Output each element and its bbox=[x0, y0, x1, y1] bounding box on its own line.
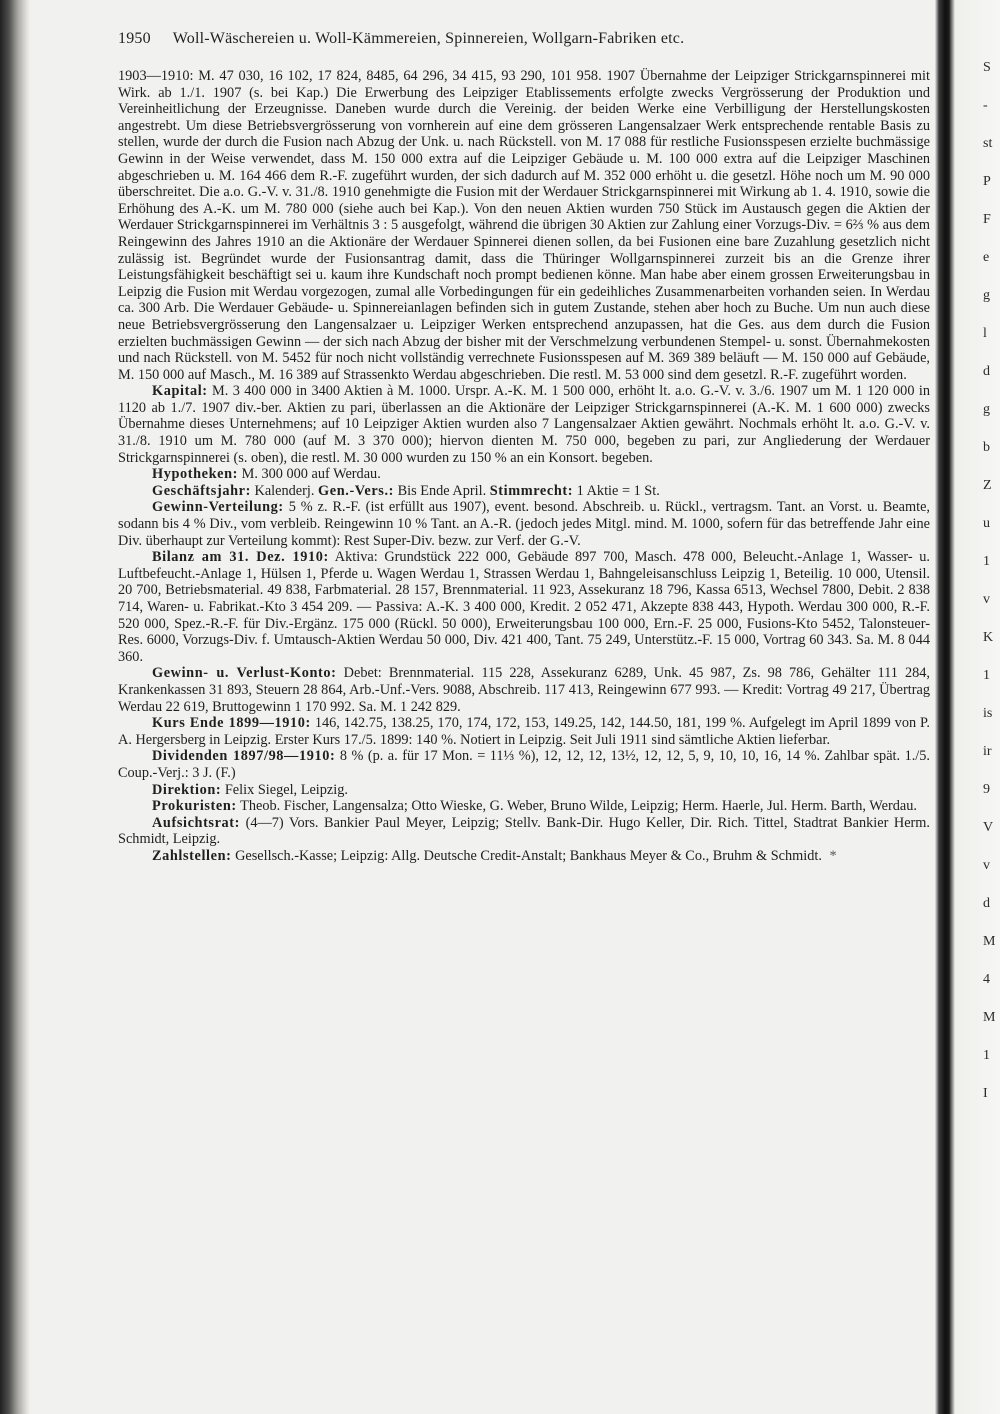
margin-letter: 1 bbox=[983, 554, 990, 569]
margin-letter: 1 bbox=[983, 1048, 990, 1063]
margin-letter: K bbox=[983, 630, 994, 645]
margin-letter: Z bbox=[983, 478, 992, 493]
running-header bbox=[118, 30, 930, 48]
margin-letter: d bbox=[983, 896, 990, 911]
section-label: Prokuristen: bbox=[152, 798, 237, 815]
section-kurs bbox=[118, 715, 930, 748]
section-text-stimmrecht: 1 Aktie = 1 St. bbox=[576, 482, 660, 499]
section-text: Felix Siegel, Leipzig. bbox=[224, 781, 348, 798]
scan-binding-shadow-left bbox=[0, 0, 30, 1414]
section-text: (4—7) Vors. Bankier Paul Meyer, Leipzig; Stellv. Bank-Dir. Hugo Keller, Dir. Rich. Tittel, Stadtrat Bankier Herm. Schmidt, Leipzig. bbox=[118, 814, 930, 848]
section-text: Theob. Fischer, Langensalza; Otto Wieske, G. Weber, Bruno Wilde, Leipzig; Herm. Haerle, Jul. Herm. Barth, Werdau. bbox=[240, 798, 917, 815]
section-label: Zahlstellen: bbox=[152, 847, 232, 864]
margin-letter: e bbox=[983, 250, 990, 265]
section-text: Gesellsch.-Kasse; Leipzig: Allg. Deutsche Credit-Anstalt; Bankhaus Meyer & Co., Bruhm & Schmidt. bbox=[235, 847, 822, 864]
section-text: 8 % (p. a. für 17 Mon. = 11⅓ %), 12, 12, 12, 13½, 12, 12, 5, 9, 10, 10, 16, 14 %. Zahlbar spät. 1./5. Coup.-Verj.: 3 J. (F.) bbox=[118, 748, 930, 781]
section-text: Aktiva: Grundstück 222 000, Gebäude 897 700, Masch. 478 000, Beleucht.-Anlage 1, Wasser- u. Luftbefeucht.-Anlage 1, Hülsen 1, Pferde u. Wagen Werdau 1, Strassen Werdau 1, Bahngeleisanschluss Leipzig 1, Beteilig. 10 000, Utensil. 20 700, Betriebsmaterial. 49 838, Farbmaterial. 28 157, Brennmaterial. 11 923, Assekuranz 18 796, Kassa 6513, Wechsel 7800, Debit. 2 838 714, Waren- u. Fabrikat.-Kto 3 454 209. — Passiva: A.-K. 3 400 000, Kredit. 2 052 471, Akzepte 838 443, Hypoth. Werdau 300 000, R.-F. 520 000, Spez.-R.-F. für Div.-Ergänz. 175 000 (Rückl. 50 000), Erweiterungsbau 100 000, Ern.-F. 25 000, Fusions-Kto 5452, Talonsteuer-Res. 6000, Vorzugs-Div. f. Umtausch-Aktien Werdau 50 000, Div. 421 400, Tant. 75 249, Unterstütz.-F. 15 000, Vortrag 60 343. Sa. M. 8 044 360. bbox=[118, 549, 930, 665]
margin-letter: ir bbox=[983, 744, 992, 759]
section-label: Kapital: bbox=[152, 383, 208, 400]
margin-letter: v bbox=[983, 858, 990, 873]
section-text: 146, 142.75, 138.25, 170, 174, 172, 153, 149.25, 142, 144.50, 181, 199 %. Aufgelegt im April 1899 von P. A. Hergersberg in Leipzig. Erster Kurs 17./5. 1899: 140 %. Notiert in Leipzig. Seit Juli 1911 sind sämtliche Aktien lieferbar. bbox=[118, 715, 930, 748]
article-body bbox=[118, 68, 930, 865]
margin-letter: P bbox=[983, 174, 991, 189]
section-prokuristen bbox=[118, 798, 930, 815]
margin-letter: v bbox=[983, 592, 990, 607]
margin-letter: M bbox=[983, 1010, 996, 1025]
section-label-gen-vers: Gen.-Vers.: bbox=[318, 482, 395, 499]
margin-letter: d bbox=[983, 364, 990, 379]
margin-letter: b bbox=[983, 440, 990, 455]
page-number: 1950 bbox=[118, 30, 151, 47]
adjacent-page-fragment bbox=[983, 60, 1000, 1160]
margin-letter: is bbox=[983, 706, 993, 721]
margin-letter: l bbox=[983, 326, 987, 341]
section-text: 5 % z. R.-F. (ist erfüllt aus 1907), event. besond. Abschreib. u. Rückl., vertragsm. Tant. an Vorst. u. Beamte, sodann bis 4 % Div., vom verbleib. Reingewinn 10 % Tant. an A.-R. (jedoch jedes Mitgl. mind. M. 1000, sofern für das betreffende Jahr eine Div. überhaupt zur Verteilung kommt): Rest Super-Div. bezw. zur Verf. der G.-V. bbox=[118, 499, 931, 549]
section-kapital bbox=[118, 383, 930, 466]
section-label: Gewinn-Verteilung: bbox=[152, 499, 284, 516]
margin-letter: 4 bbox=[983, 972, 990, 987]
section-text: M. 3 400 000 in 3400 Aktien à M. 1000. Urspr. A.-K. M. 1 500 000, erhöht lt. a.o. G.-V. v. 3./6. 1907 um M. 1 120 000 in 1120 ab 1./7. 1907 div.-ber. Aktien zu pari, überlassen an die Aktionäre der Leipziger Strickgarnspinnerei (A.-K. M. 1 600 000) zwecks Übernahme dieses Unternehmens; auf 10 Leipziger Aktien wurden also 7 Langensalzaer Aktien gewährt. Nochmals erhöht lt. a.o. G.-V. v. 31./8. 1910 um M. 780 000 (auf M. 3 370 000); hiervon dienten M. 750 000, begeben zu pari, zur Angliederung der Werdauer Strickgarnspinnerei (s. oben), die restl. M. 30 000 wurden zu 150 % an ein Konsort. begeben. bbox=[118, 383, 930, 466]
page-content bbox=[118, 30, 930, 865]
section-geschaeftsjahr bbox=[118, 483, 930, 500]
section-label: Geschäftsjahr: bbox=[152, 482, 251, 499]
section-dividenden bbox=[118, 748, 930, 781]
section-bilanz bbox=[118, 549, 930, 665]
footnote-mark: * bbox=[829, 847, 837, 864]
margin-letter: st bbox=[983, 136, 993, 151]
section-label: Direktion: bbox=[152, 781, 222, 798]
margin-letter: g bbox=[983, 402, 990, 417]
margin-letter: 9 bbox=[983, 782, 990, 797]
section-text: Debet: Brennmaterial. 115 228, Assekuranz 6289, Unk. 45 987, Zs. 98 786, Gehälter 111 284, Krankenkassen 31 893, Steuern 28 864, Arb.-Unf.-Vers. 9088, Abschreib. 117 413, Reingewinn 677 993. — Kredit: Vortrag 49 217, Übertrag Werdau 22 619, Bruttogewinn 1 170 992. Sa. M. 1 242 829. bbox=[118, 665, 931, 715]
section-zahlstellen bbox=[118, 848, 930, 865]
margin-letter: 1 bbox=[983, 668, 990, 683]
intro-paragraph: 1903—1910: M. 47 030, 16 102, 17 824, 8485, 64 296, 34 415, 93 290, 101 958. 1907 Übernahme der Leipziger Strickgarnspinnerei mit Wirk. ab 1./1. 1907 (s. bei Kap.) Die Erwerbung des Leipziger Etablissements erfolgte zwecks Vergrösserung der Produktion und Vereinheitlichung der Erzeugnisse. Daneben wurde durch die Vereinig. der beiden Werke eine Verbilligung der Herstellungskosten angestrebt. Um diese Betriebsvergrösserung von vornherein auf eine dem grösseren Langensalzaer Werk entsprechende rentable Basis zu stellen, wurde der durch die Fusion nach Abzug der Unk. u. nach Rückstell. von M. 17 088 für restliche Fusionsspesen erzielte buchmässige Gewinn in der Weise verwendet, dass M. 150 000 extra auf die Leipziger Gebäude u. M. 100 000 extra auf die Leipziger Maschinen abgeschrieben u. M. 164 466 dem R.-F. zugeführt wurden, der sich dadurch auf M. 352 000 erhöht u. die gesetzl. Höhe noch um M. 90 000 überschreitet. Die a.o. G.-V. v. 31./8. 1910 genehmigte die Fusion mit der Werdauer Strickgarnspinnerei mit Wirkung ab 1. 4. 1910, sowie die Erhöhung des A.-K. um M. 780 000 (siehe auch bei Kap.). Von den neuen Aktien wurden 750 Stück im Austausch gegen die Aktien der Werdauer Strickgarnspinnerei im Verhältnis 3 : 5 ausgefolgt, während die übrigen 30 Aktien zur Zahlung einer Vorzugs-Div. = 6⅔ % aus dem Reingewinn des Jahres 1910 an die Aktionäre der Werdauer Spinnerei dienen sollen, da bei Fusionen eine bare Zuzahlung gesetzlich nicht zulässig ist. Begründet wurde der Fusionsantrag damit, dass die Thüringer Wollgarnspinnerei zurzeit bis an die Grenze ihrer Leistungsfähigkeit beschäftigt sei u. kaum ihre Kundschaft noch prompt bedienen könne. Man habe aber einem grossen Erweiterungsbau in Leipzig die Fusion mit Werdau vorgezogen, zumal alle Vorbedingungen für ein gedeihliches Zusammenarbeiten vorhanden seien. In Werdau ca. 300 Arb. Die Werdauer Gebäude- u. Spinnereianlagen befinden sich in gutem Zustande, stehen aber hoch zu Buche. Um nun auch diese neue Betriebsvergrösserung den Langensalzaer u. Leipziger Werken entsprechend anzupassen, hat die Ges. aus dem durch die Fusion erzielten buchmässigen Gewinn — der sich nach Abzug der bisher mit der Verschmelzung verbundenen Stempel- u. sonst. Übernahmekosten und nach Rückstell. von M. 5452 für noch nicht vollständig verrechnete Fusionsspesen auf M. 369 389 beläuft — M. 150 000 auf Gebäude, M. 150 000 auf Masch., M. 16 389 auf Strassenkto Werdau abgeschrieben. Die restl. M. 53 000 sind dem gesetzl. R.-F. zugeführt worden. bbox=[118, 68, 930, 383]
section-label: Bilanz am 31. Dez. 1910: bbox=[152, 549, 329, 566]
section-label: Kurs Ende 1899—1910: bbox=[152, 715, 311, 732]
margin-letter: I bbox=[983, 1086, 988, 1101]
margin-letter: - bbox=[983, 98, 988, 113]
margin-letter: g bbox=[983, 288, 990, 303]
section-label: Gewinn- u. Verlust-Konto: bbox=[152, 665, 337, 682]
section-text-gen-vers: Bis Ende April. bbox=[397, 482, 487, 499]
header-title: Woll-Wäschereien u. Woll-Kämmereien, Spinnereien, Wollgarn-Fabriken etc. bbox=[172, 30, 685, 47]
section-label-stimmrecht: Stimmrecht: bbox=[489, 482, 574, 499]
margin-letter: F bbox=[983, 212, 991, 227]
section-hypotheken bbox=[118, 466, 930, 483]
margin-letter: u bbox=[983, 516, 990, 531]
section-label: Dividenden 1897/98—1910: bbox=[152, 748, 336, 765]
margin-letter: S bbox=[983, 60, 991, 75]
section-label: Hypotheken: bbox=[152, 466, 239, 483]
section-aufsichtsrat bbox=[118, 815, 930, 848]
section-text: M. 300 000 auf Werdau. bbox=[241, 466, 381, 483]
section-gewinn-verlust-konto bbox=[118, 665, 930, 715]
section-gewinn-verteilung bbox=[118, 499, 930, 549]
margin-letter: M bbox=[983, 934, 996, 949]
section-text: Kalenderj. bbox=[254, 482, 315, 499]
section-label: Aufsichtsrat: bbox=[152, 814, 241, 831]
margin-letter: V bbox=[983, 820, 994, 835]
section-direktion bbox=[118, 782, 930, 799]
